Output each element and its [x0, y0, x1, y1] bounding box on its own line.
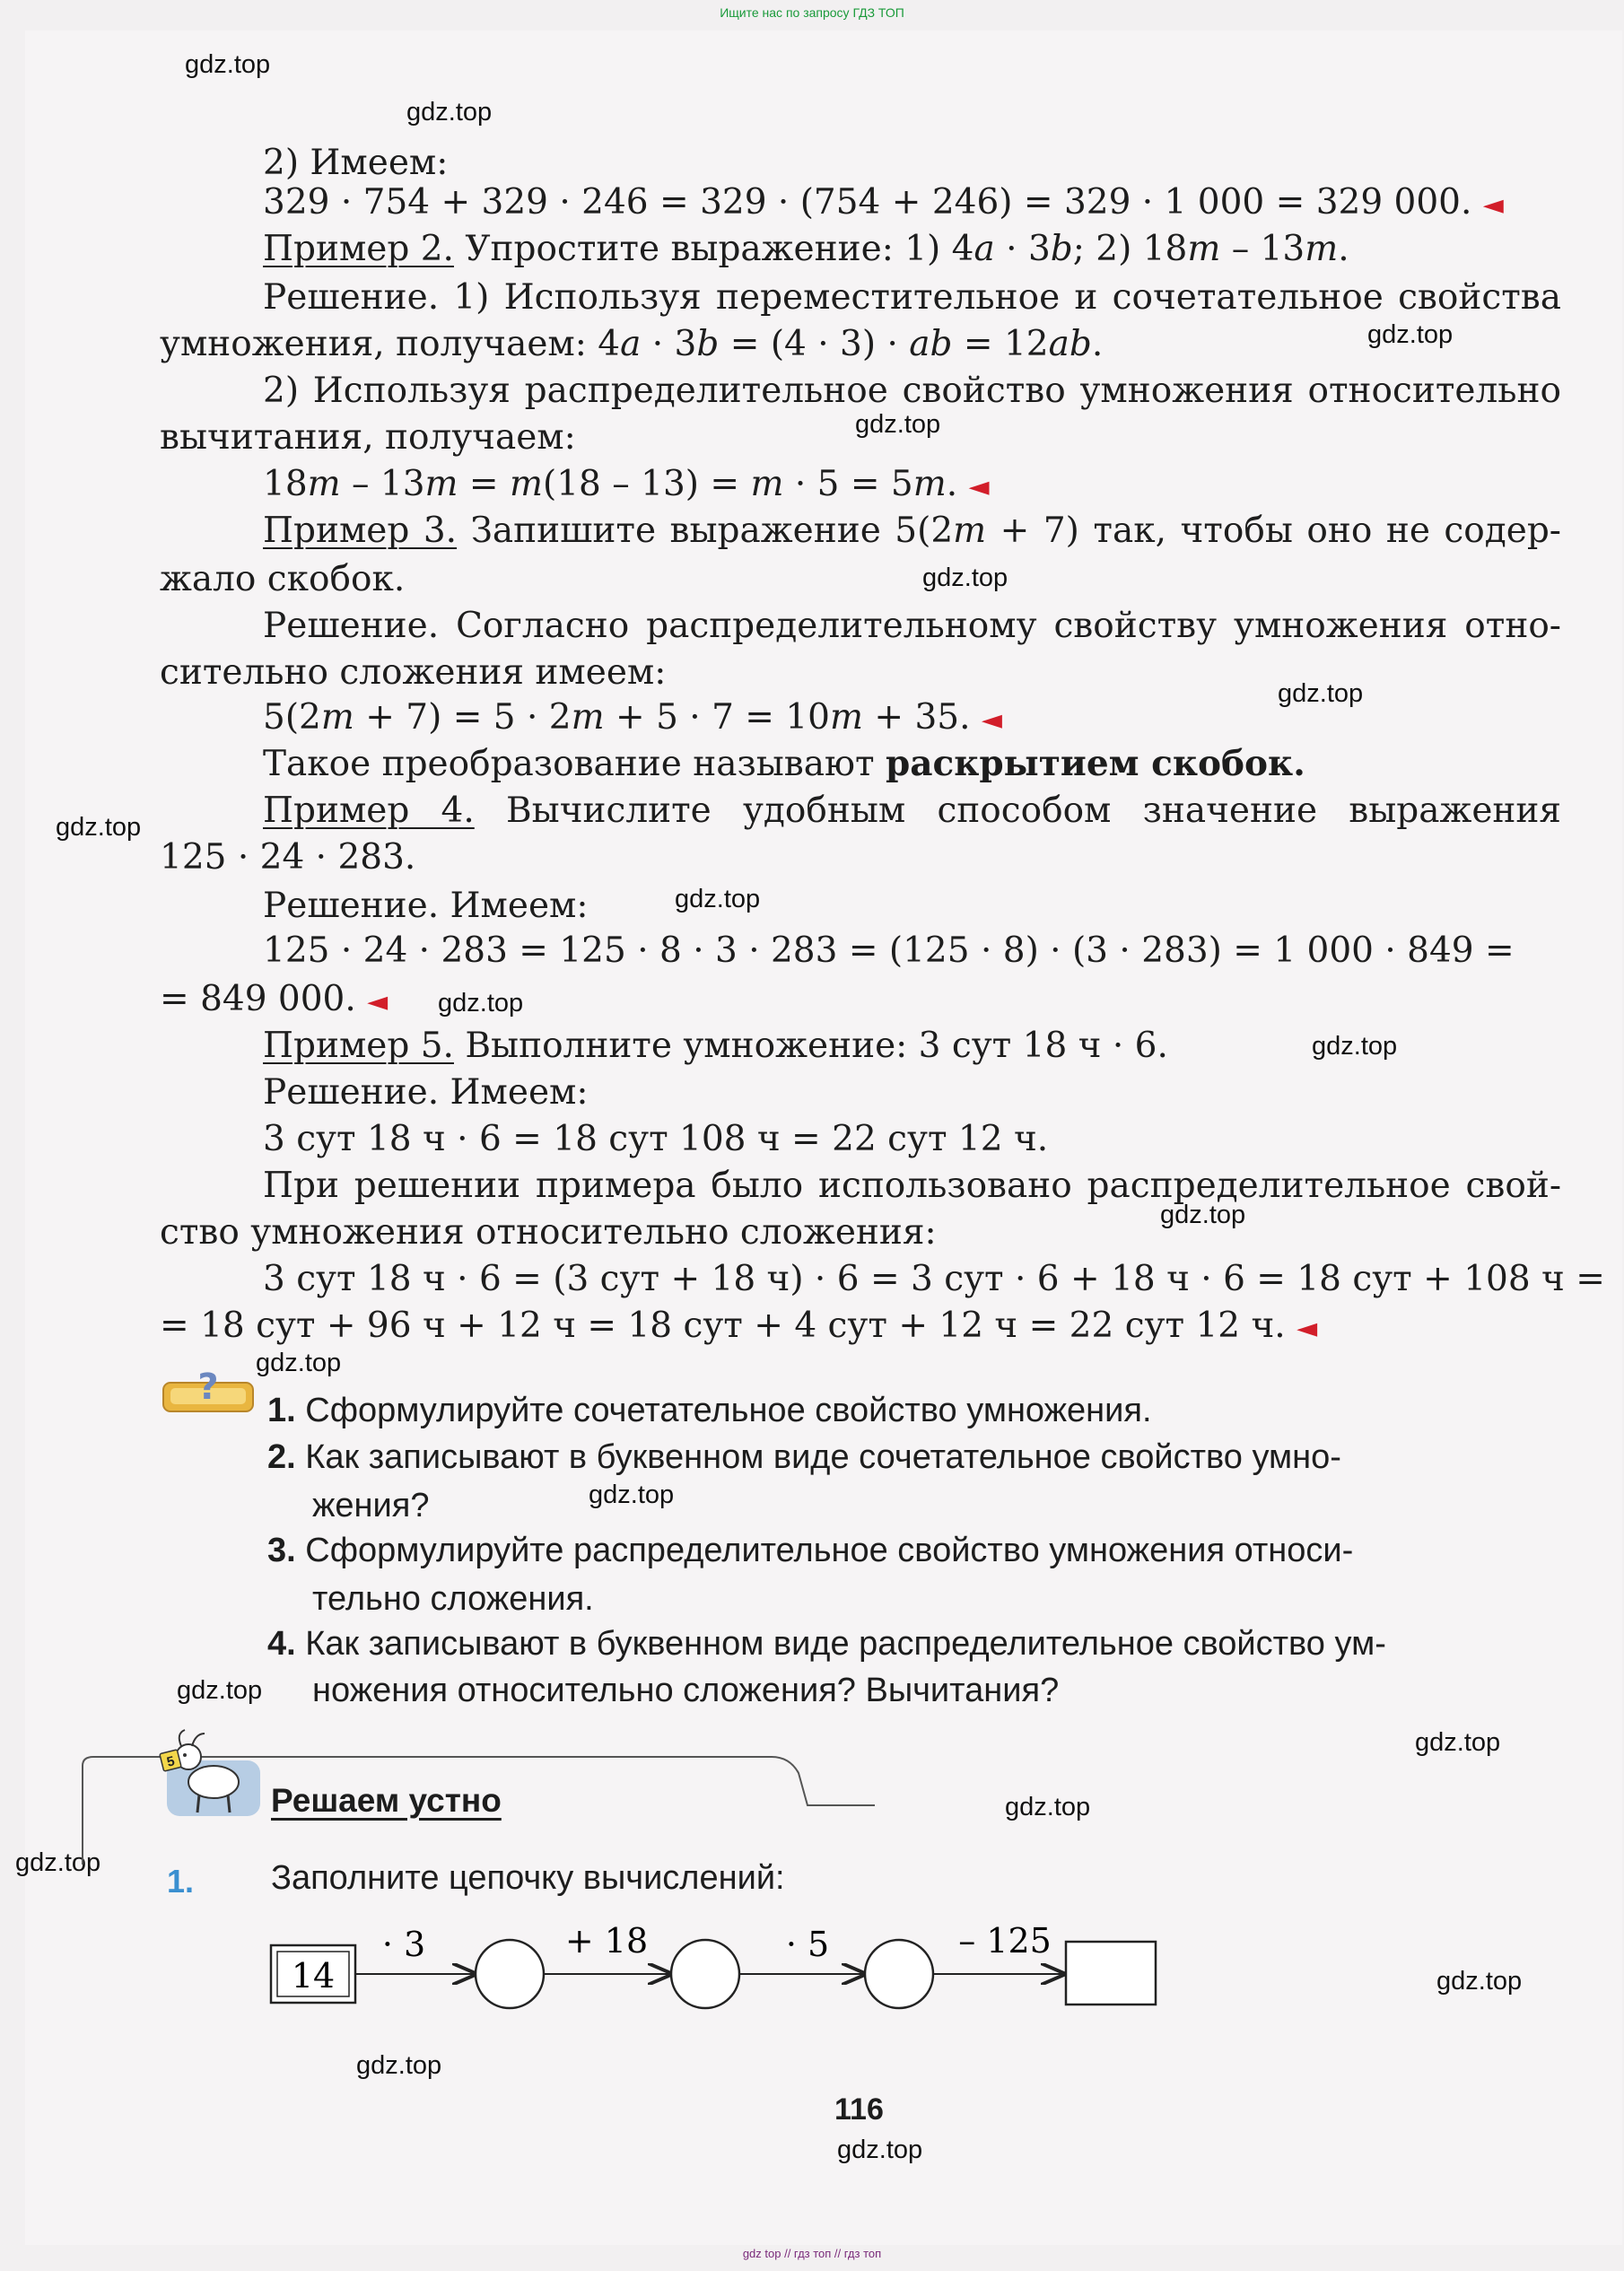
text-line: вычитания, получаем: [160, 417, 576, 458]
chain-op: · 5 [785, 1925, 830, 1964]
text-line: ство умножения относительно сложения: [160, 1212, 937, 1253]
watermark: gdz.top [438, 989, 524, 1018]
watermark: gdz.top [1278, 679, 1364, 708]
example-2-label: Пример 2. [263, 229, 454, 269]
watermark: gdz.top [922, 563, 1008, 592]
text-line: 125 · 24 · 283. [160, 837, 416, 878]
question-3-cont: тельно сложения. [312, 1580, 594, 1618]
text-line: 5(2m + 7) = 5 · 2m + 5 · 7 = 10m + 35. ◄ [263, 697, 1002, 738]
text-line: = 18 сут + 96 ч + 12 ч = 18 сут + 4 сут + 12 ч = 22 сут 12 ч. ◄ [160, 1306, 1318, 1346]
chain-circle [865, 1940, 933, 2008]
text-line: Решение. Согласно распределительному свойству умножения отно- [263, 606, 1561, 646]
page-number: 116 [834, 2092, 884, 2127]
svg-text:?: ? [197, 1368, 219, 1408]
example-2-line: Пример 2. Упростите выражение: 1) 4a · 3b; 2) 18m – 13m. [263, 229, 1349, 269]
header-note: Ищите нас по запросу ГДЗ ТОП [720, 5, 904, 20]
question-1: 1. Сформулируйте сочетательное свойство умножения. [267, 1392, 1152, 1429]
footer-note: gdz top // гдз топ // гдз топ [742, 2247, 882, 2260]
example-3-line: Пример 3. Запишите выражение 5(2m + 7) так, чтобы оно не содер- [263, 511, 1561, 551]
text-line: 3 сут 18 ч · 6 = 18 сут 108 ч = 22 сут 12 ч. [263, 1119, 1049, 1159]
example-5-label: Пример 5. [263, 1026, 454, 1066]
text-line: 329 · 754 + 329 · 246 = 329 · (754 + 246) = 329 · 1 000 = 329 000. ◄ [263, 182, 1504, 223]
watermark: gdz.top [589, 1481, 675, 1509]
watermark: gdz.top [185, 50, 271, 79]
question-4-cont: ножения относительно сложения? Вычитания? [312, 1672, 1060, 1709]
chain-op: + 18 [564, 1921, 649, 1961]
text-line: 18m – 13m = m(18 – 13) = m · 5 = 5m. ◄ [263, 464, 990, 504]
key-term: раскрытием скобок. [885, 743, 1305, 784]
text-line: Такое преобразование называют раскрытием скобок. [263, 743, 1305, 784]
watermark: gdz.top [56, 813, 142, 842]
watermark: gdz.top [855, 410, 941, 439]
text-line: Решение. Имеем: [263, 886, 589, 926]
example-3-label: Пример 3. [263, 511, 458, 551]
text-line: 2) Имеем: [263, 143, 449, 183]
chain-start-value: 14 [291, 1956, 336, 1996]
question-2: 2. Как записывают в буквенном виде сочетательное свойство умно- [267, 1438, 1341, 1476]
watermark: gdz.top [1415, 1728, 1501, 1757]
watermark: gdz.top [1160, 1201, 1246, 1229]
watermark: gdz.top [1005, 1793, 1091, 1821]
watermark: gdz.top [256, 1349, 342, 1377]
watermark: gdz.top [1312, 1032, 1398, 1061]
watermark: gdz.top [837, 2136, 923, 2164]
text-line: = 849 000. ◄ [160, 979, 389, 1019]
end-marker: ◄ [968, 471, 990, 502]
chain-op: · 3 [381, 1925, 426, 1964]
oral-badge: 5 [165, 1753, 177, 1770]
question-2-cont: жения? [312, 1487, 430, 1524]
chain-end-box [1066, 1942, 1156, 2005]
text-line: Решение. 1) Используя переместительное и сочетательное свойства [263, 277, 1561, 318]
text-line: Решение. Имеем: [263, 1072, 589, 1113]
example-4-label: Пример 4. [263, 790, 475, 831]
watermark: gdz.top [406, 98, 493, 127]
task-text: Заполните цепочку вычислений: [271, 1859, 785, 1897]
text-line: умножения, получаем: 4a · 3b = (4 · 3) · ab = 12ab. [160, 324, 1104, 364]
watermark: gdz.top [1436, 1967, 1523, 1996]
chain-op: – 125 [958, 1921, 1052, 1961]
example-5-line: Пример 5. Выполните умножение: 3 сут 18 ч · 6. [263, 1026, 1168, 1066]
watermark: gdz.top [356, 2051, 442, 2080]
end-marker: ◄ [981, 704, 1002, 736]
watermark: gdz.top [1367, 320, 1454, 349]
chain-circle [671, 1940, 739, 2008]
text-line: 3 сут 18 ч · 6 = (3 сут + 18 ч) · 6 = 3 сут · 6 + 18 ч · 6 = 18 сут + 108 ч = [263, 1259, 1605, 1299]
text-line: 125 · 24 · 283 = 125 · 8 · 3 · 283 = (125 · 8) · (3 · 283) = 1 000 · 849 = [263, 930, 1515, 971]
chain-circle [476, 1940, 544, 2008]
watermark: gdz.top [15, 1848, 101, 1877]
oral-section-title: Решаем устно [271, 1782, 502, 1819]
end-marker: ◄ [1482, 189, 1504, 221]
end-marker: ◄ [367, 986, 389, 1018]
task-number: 1. [167, 1863, 195, 1900]
text-line: 2) Используя распределительное свойство умножения относительно [263, 371, 1561, 411]
text-line: сительно сложения имеем: [160, 652, 667, 693]
text-line: жало скобок. [160, 559, 406, 599]
example-4-line: Пример 4. Вычислите удобным способом значение выражения [263, 790, 1562, 831]
watermark: gdz.top [177, 1676, 263, 1705]
watermark: gdz.top [675, 885, 761, 913]
text-line: При решении примера было использовано распределительное свой- [263, 1166, 1561, 1206]
question-3: 3. Сформулируйте распределительное свойство умножения относи- [267, 1532, 1354, 1569]
end-marker: ◄ [1297, 1313, 1318, 1344]
question-4: 4. Как записывают в буквенном виде распределительное свойство ум- [267, 1625, 1386, 1663]
